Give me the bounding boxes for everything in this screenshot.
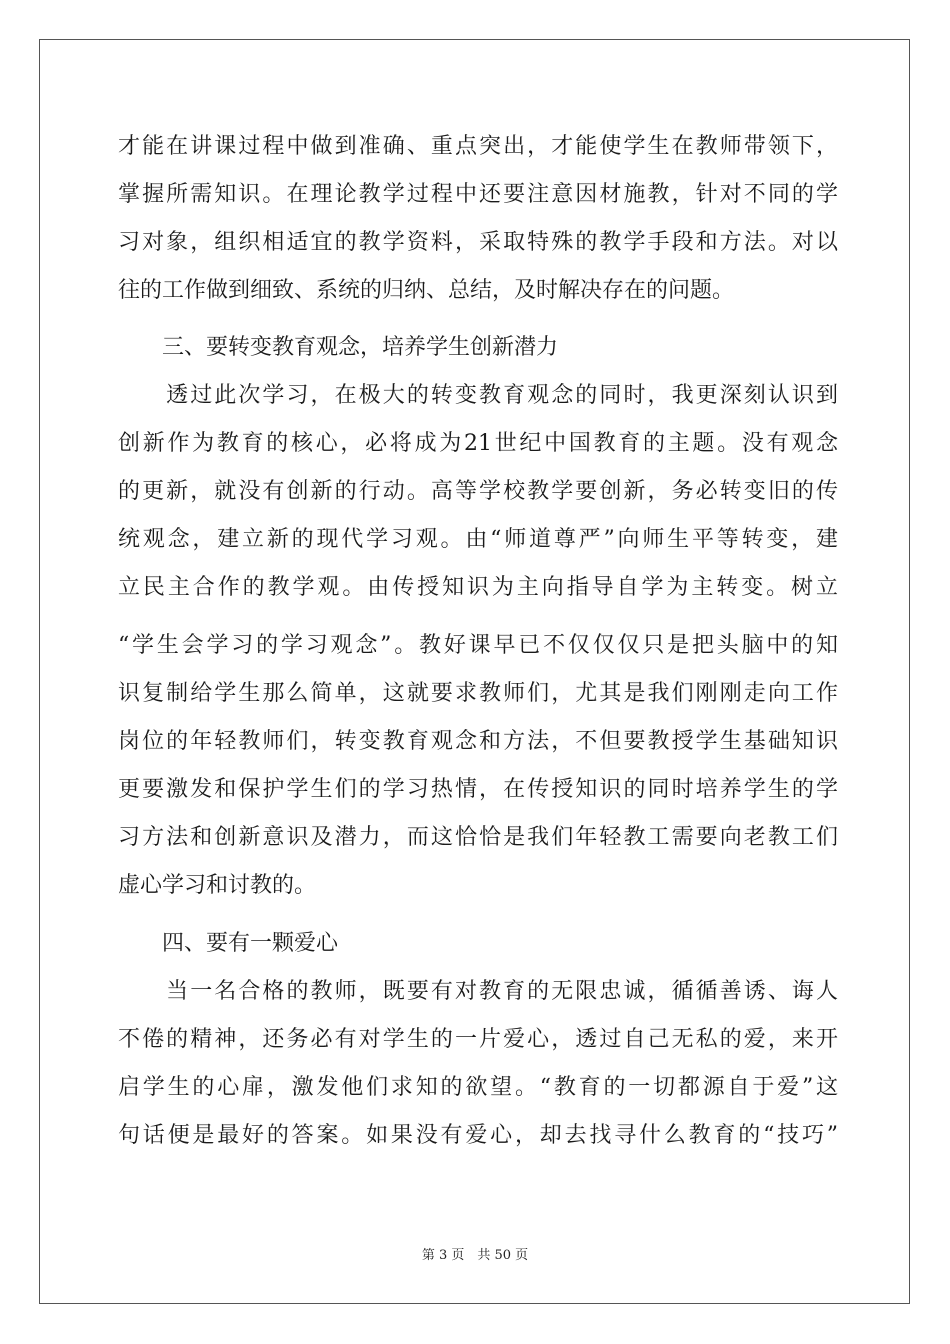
section-heading: 四、要有一颗爱心 xyxy=(118,931,339,956)
text-line: 习对象，组织相适宜的教学资料，采取特殊的教学手段和方法。对以 xyxy=(118,230,838,255)
text-line: 识复制给学生那么简单，这就要求教师们，尤其是我们刚刚走向工作 xyxy=(118,681,838,706)
text-line: 才能在讲课过程中做到准确、重点突出，才能使学生在教师带领下， xyxy=(118,134,838,159)
text-line: 更要激发和保护学生们的学习热情，在传授知识的同时培养学生的学 xyxy=(118,777,838,802)
text-line: 往的工作做到细致、系统的归纳、总结，及时解决存在的问题。 xyxy=(118,278,735,303)
text-line: 的更新，就没有创新的行动。高等学校教学要创新，务必转变旧的传 xyxy=(118,479,838,504)
page-number-footer: 第 3 页 共 50 页 xyxy=(421,1248,529,1263)
text-line: 立民主合作的教学观。由传授知识为主向指导自学为主转变。树立 xyxy=(118,575,838,600)
text-line: 启学生的心扉，激发他们求知的欲望。“教育的一切都源自于爱”这 xyxy=(118,1075,838,1100)
text-line: 岗位的年轻教师们，转变教育观念和方法，不但要教授学生基础知识 xyxy=(118,729,838,754)
text-line: 创新作为教育的核心，必将成为21世纪中国教育的主题。没有观念 xyxy=(118,431,838,456)
text-line: 掌握所需知识。在理论教学过程中还要注意因材施教，针对不同的学 xyxy=(118,182,838,207)
text-line: 统观念，建立新的现代学习观。由“师道尊严”向师生平等转变，建 xyxy=(118,527,838,552)
text-line: “学生会学习的学习观念”。教好课早已不仅仅仅只是把头脑中的知 xyxy=(118,633,838,658)
text-line: 虚心学习和讨教的。 xyxy=(118,873,317,898)
text-line: 习方法和创新意识及潜力，而这恰恰是我们年轻教工需要向老教工们 xyxy=(118,825,838,850)
text-line: 透过此次学习，在极大的转变教育观念的同时，我更深刻认识到 xyxy=(118,383,838,408)
text-line: 不倦的精神，还务必有对学生的一片爱心，透过自己无私的爱，来开 xyxy=(118,1027,838,1052)
text-line: 当一名合格的教师，既要有对教育的无限忠诚，循循善诱、诲人 xyxy=(118,979,838,1004)
text-line: 句话便是最好的答案。如果没有爱心，却去找寻什么教育的“技巧” xyxy=(118,1123,838,1148)
section-heading: 三、要转变教育观念，培养学生创新潜力 xyxy=(118,335,559,360)
